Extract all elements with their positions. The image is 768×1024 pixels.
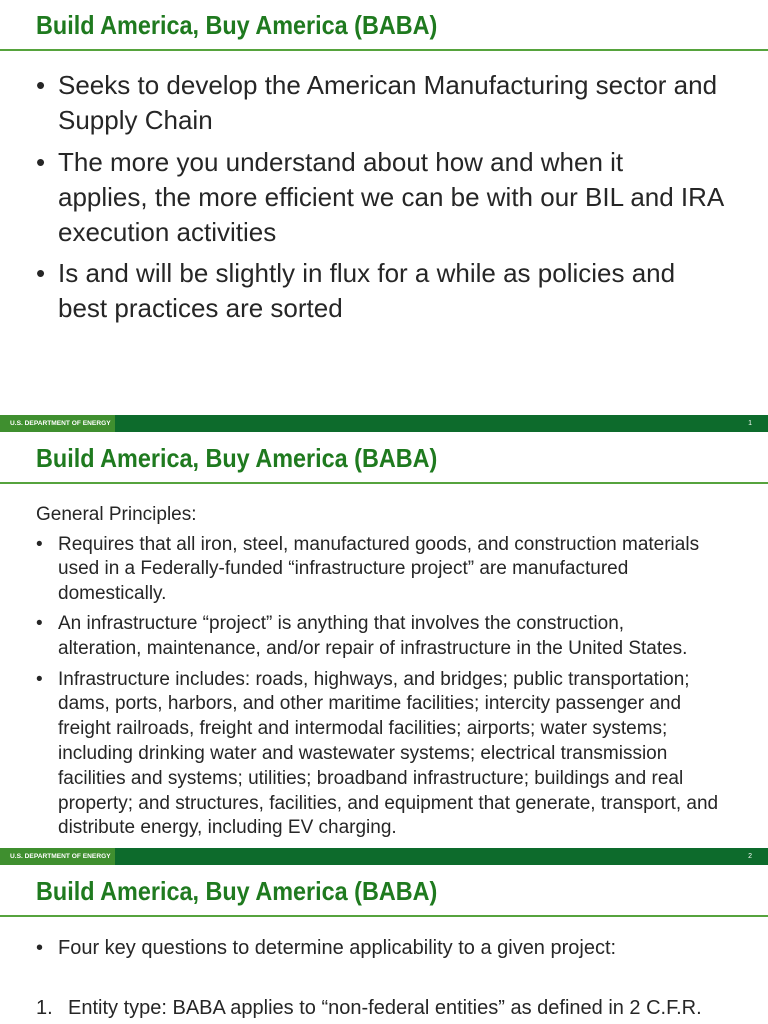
footer-org-label: U.S. DEPARTMENT OF ENERGY bbox=[0, 848, 115, 865]
bullet-line: best practices are sorted bbox=[58, 293, 343, 323]
bullet-marker: • bbox=[36, 937, 44, 959]
bullet-line: domestically. bbox=[58, 583, 167, 605]
bullet-item bbox=[0, 612, 768, 662]
slide-2 bbox=[0, 433, 768, 865]
title-divider bbox=[0, 915, 768, 917]
title-divider bbox=[0, 482, 768, 484]
bullet-line: execution activities bbox=[58, 216, 277, 247]
bullet-line: freight railroads, freight and intermodal facilities; airports; water systems; bbox=[58, 718, 668, 740]
bullet-list bbox=[0, 935, 768, 961]
footer-org-label: U.S. DEPARTMENT OF ENERGY bbox=[0, 415, 115, 432]
bullet-item bbox=[0, 668, 768, 842]
bullet-list bbox=[0, 533, 768, 842]
bullet-marker: • bbox=[36, 70, 46, 100]
bullet-item bbox=[0, 145, 768, 250]
numbered-item bbox=[0, 995, 768, 1021]
bullet-line: applies, the more efficient we can be with our BIL and IRA bbox=[58, 181, 725, 212]
bullet-line: An infrastructure “project” is anything that involves the construction, bbox=[58, 613, 625, 635]
slide-1 bbox=[0, 0, 768, 432]
slide-title: Build America, Buy America (BABA) bbox=[36, 443, 438, 473]
bullet-line: distribute energy, including EV charging. bbox=[58, 817, 397, 839]
bullet-marker: • bbox=[36, 258, 46, 288]
bullet-marker: • bbox=[36, 668, 43, 690]
title-divider bbox=[0, 49, 768, 51]
bullet-line: Requires that all iron, steel, manufactured goods, and construction materials bbox=[58, 533, 700, 555]
bullet-item bbox=[0, 68, 768, 138]
footer-bar bbox=[0, 848, 768, 865]
slide-title: Build America, Buy America (BABA) bbox=[36, 876, 438, 906]
bullet-marker: • bbox=[36, 613, 43, 635]
page-number: 1 bbox=[748, 420, 752, 427]
item-number: 1. bbox=[36, 997, 53, 1019]
footer-bar bbox=[0, 415, 768, 432]
bullet-line: alteration, maintenance, and/or repair of infrastructure in the United States. bbox=[58, 638, 688, 660]
bullet-line: including drinking water and wastewater systems; electrical transmission bbox=[58, 742, 668, 764]
bullet-line: used in a Federally-funded “infrastructure project” are manufactured bbox=[58, 558, 629, 580]
bullet-item bbox=[0, 935, 768, 961]
bullet-list bbox=[0, 68, 768, 326]
slide-title: Build America, Buy America (BABA) bbox=[36, 10, 438, 40]
bullet-line: Seeks to develop the American Manufacturing sector and bbox=[58, 70, 718, 100]
bullet-item bbox=[0, 533, 768, 607]
bullet-line: Is and will be slightly in flux for a while as policies and bbox=[58, 258, 676, 288]
page-number: 2 bbox=[748, 853, 752, 860]
slide-3 bbox=[0, 866, 768, 1024]
numbered-item-text: Entity type: BABA applies to “non-federal entities” as defined in 2 C.F.R. bbox=[68, 997, 702, 1019]
bullet-line: The more you understand about how and when it bbox=[58, 146, 624, 177]
bullet-line: Supply Chain bbox=[58, 105, 213, 135]
bullet-line: dams, ports, harbors, and other maritime facilities; intercity passenger and bbox=[58, 693, 682, 715]
bullet-item bbox=[0, 256, 768, 326]
bullet-marker: • bbox=[36, 533, 43, 555]
bullet-line: property; and structures, facilities, and equipment that generate, transport, and bbox=[58, 792, 719, 814]
bullet-line: Infrastructure includes: roads, highways, and bridges; public transportation; bbox=[58, 668, 690, 690]
bullet-marker: • bbox=[36, 146, 46, 177]
section-intro: General Principles: bbox=[36, 504, 197, 525]
bullet-line: facilities and systems; utilities; broadband infrastructure; buildings and real bbox=[58, 767, 684, 789]
bullet-line: Four key questions to determine applicability to a given project: bbox=[58, 937, 617, 959]
